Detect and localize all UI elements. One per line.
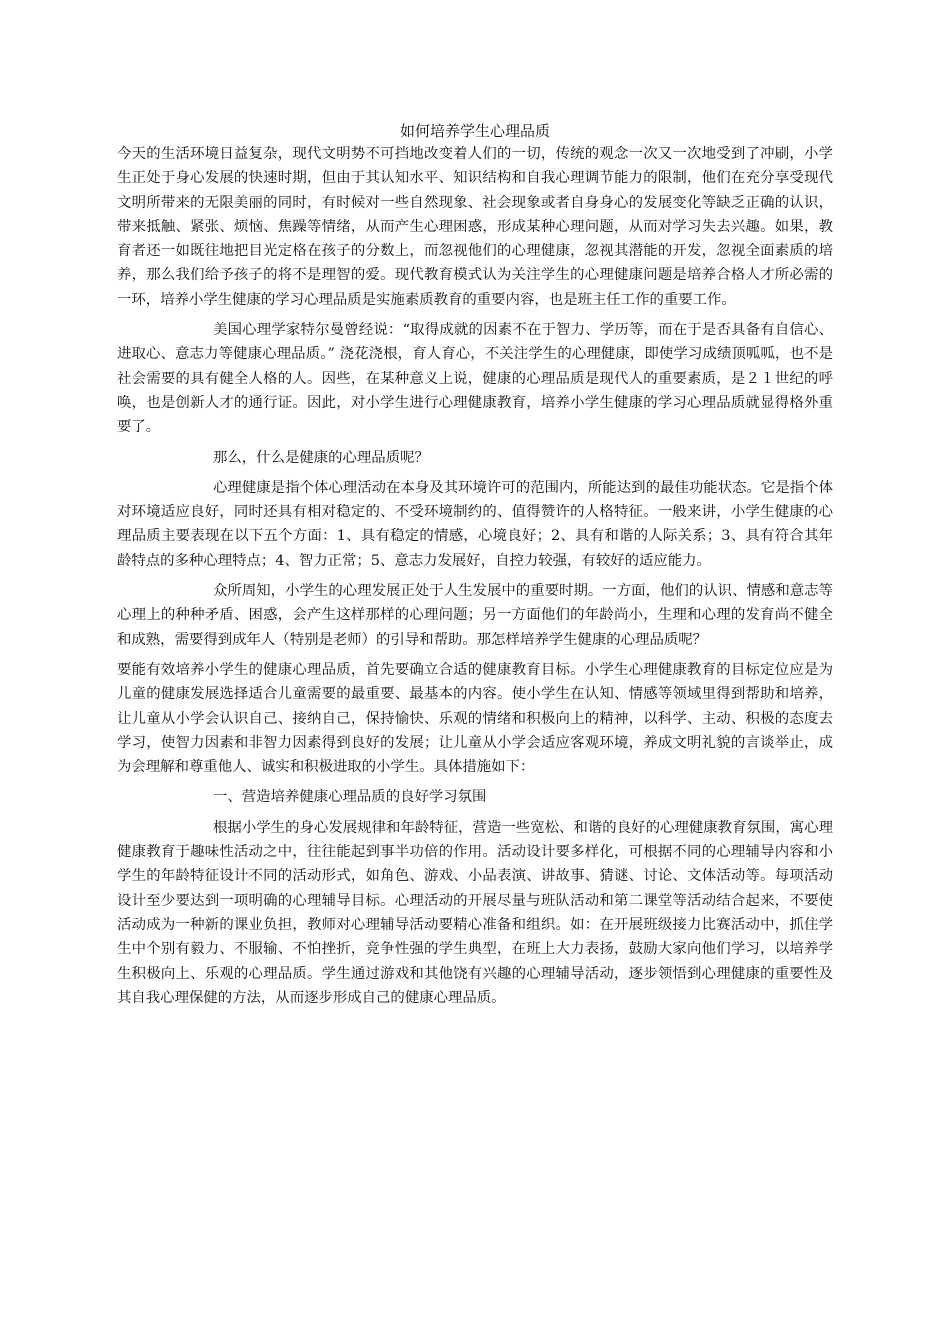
document-page [117, 120, 833, 1016]
paragraph: 那么，什么是健康的心理品质呢？ [213, 449, 429, 466]
paragraph: 众所周知，小学生的心理发展正处于人生发展中的重要时期。一方面，他们的认识、情感和意志等心理上的种种矛盾、困惑，会产生这样那样的心理问题；另一方面他们的年龄尚小，生理和心理的发育尚不健全和成熟，需要得到成年人（特别是老师）的引导和帮助。那怎样培养学生健康的心理品质呢？ [117, 583, 833, 648]
paragraph: 根据小学生的身心发展规律和年龄特征，营造一些宽松、和谐的良好的心理健康教育氛围，寓心理健康教育于趣味性活动之中，往往能起到事半功倍的作用。活动设计要多样化，可根据不同的心理辅导内容和小学生的年龄特征设计不同的活动形式，如角色、游戏、小品表演、讲故事、猜谜、讨论、文体活动等。每项活动设计至少要达到一项明确的心理辅导目标。心理活动的开展尽量与班队活动和第二课堂等活动结合起来，不要使活动成为一种新的课业负担，教师对心理辅导活动要精心准备和组织。如：在开展班级接力比赛活动中，抓住学生中个别有毅力、不服输、不怕挫折，竞争性强的学生典型，在班上大力表扬，鼓励大家向他们学习，以培养学生积极向上、乐观的心理品质。学生通过游戏和其他饶有兴趣的心理辅导活动，逐步领悟到心理健康的重要性及其自我心理保健的方法，从而逐步形成自己的健康心理品质。 [117, 819, 833, 1006]
document-body [117, 142, 833, 1010]
paragraph: 要能有效培养小学生的健康心理品质，首先要确立合适的健康教育目标。小学生心理健康教育的目标定位应是为儿童的健康发展选择适合儿童需要的最重要、最基本的内容。使小学生在认知、情感等领域里得到帮助和培养，让儿童从小学会认识自己、接纳自己，保持愉快、乐观的情绪和积极向上的精神，以科学、主动、积极的态度去学习，使智力因素和非智力因素得到良好的发展；让儿童从小学会适应客观环境，养成文明礼貌的言谈举止，成为会理解和尊重他人、诚实和积极进取的小学生。具体措施如下： [117, 661, 833, 776]
section-heading: 一、营造培养健康心理品质的良好学习氛围 [213, 789, 487, 806]
paragraph: 心理健康是指个体心理活动在本身及其环境许可的范围内，所能达到的最佳功能状态。它是指个体对环境适应良好，同时还具有相对稳定的、不受环境制约的、值得赞许的人格特征。一般来讲，小学生健康的心理品质主要表现在以下五个方面：1、具有稳定的情感，心境良好；2、具有和谐的人际关系；3、具有符合其年龄特点的多种心理特点；4、智力正常；5、意志力发展好，自控力较强，有较好的适应能力。 [117, 479, 833, 569]
document-title: 如何培养学生心理品质 [399, 122, 550, 140]
paragraph: 美国心理学家特尔曼曾经说：“取得成就的因素不在于智力、学历等，而在于是否具备有自信心、进取心、意志力等健康心理品质。” 浇花浇根，育人育心，不关注学生的心理健康，即使学习成绩顶呱呱，也不是社会需要的具有健全人格的人。因些，在某种意义上说，健康的心理品质是现代人的重要素质，是２１世纪的呼唤，也是创新人才的通行证。因此，对小学生进行心理健康教育，培养小学生健康的学习心理品质就显得格外重要了。 [117, 322, 833, 436]
paragraph: 今天的生活环境日益复杂，现代文明势不可挡地改变着人们的一切，传统的观念一次又一次地受到了冲刷，小学生正处于身心发展的快速时期，但由于其认知水平、知识结构和自我心理调节能力的限制，他们在充分享受现代文明所带来的无限美丽的同时，有时候对一些自然现象、社会现象或者自身身心的发展变化等缺乏正确的认识，带来抵触、紧张、烦恼、焦躁等情绪，从而产生心理困惑，形成某种心理问题，从而对学习失去兴趣。如果，教育者还一如既往地把目光定格在孩子的分数上，而忽视他们的心理健康，忽视其潜能的开发，忽视全面素质的培养，那么我们给予孩子的将不是理智的爱。现代教育模式认为关注学生的心理健康问题是培养合格人才所必需的一环，培养小学生健康的学习心理品质是实施素质教育的重要内容，也是班主任工作的重要工作。 [117, 146, 833, 308]
